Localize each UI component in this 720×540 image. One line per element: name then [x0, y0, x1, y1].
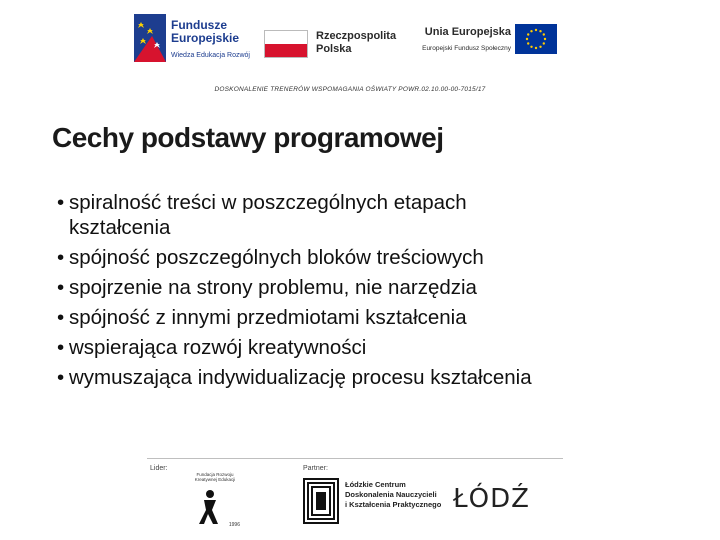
bullet-text-continued: kształcenia	[69, 216, 171, 239]
footer-divider	[147, 458, 563, 459]
eu-flag-icon	[515, 24, 557, 54]
leader-logo-year: 1996	[228, 522, 240, 528]
leader-logo	[190, 472, 240, 528]
leader-logo-text: Fundacja Rozwoju Kreatywnej Edukacji	[194, 472, 236, 482]
bullet-item	[57, 245, 707, 270]
slide-title: Cechy podstawy programowej	[52, 122, 444, 153]
fe-logo-sub: Wiedza Edukacja Rozwój	[171, 52, 250, 59]
bullet-text: spójność z innymi przedmiotami kształcenia	[69, 306, 467, 329]
logo-strip	[0, 0, 720, 93]
fundusze-europejskie-mark-icon	[134, 14, 166, 62]
eu-star	[539, 46, 541, 48]
fundusze-europejskie-logo	[134, 14, 250, 66]
eu-star	[527, 42, 529, 44]
concentric-squares-logo-icon	[303, 478, 339, 524]
leader-label: Lider:	[150, 465, 168, 472]
walking-figure-logo-icon	[198, 490, 222, 526]
bullet-list	[57, 190, 707, 395]
fe-logo-line1: Fundusze	[171, 18, 227, 32]
bullet-item	[57, 305, 707, 330]
pl-logo-line1: Rzeczpospolita	[316, 30, 397, 42]
ue-logo-sub: Europejski Fundusz Społeczny	[422, 45, 511, 52]
bullet-text: wspierająca rozwój kreatywności	[69, 336, 367, 359]
ue-logo-title: Unia Europejska	[424, 26, 511, 38]
lodz-city-logo-icon: ŁÓDŹ	[453, 484, 530, 514]
eu-star	[526, 38, 528, 40]
eu-star	[530, 46, 532, 48]
rzeczpospolita-polska-logo	[264, 22, 397, 64]
eu-star	[539, 30, 541, 32]
eu-star	[527, 33, 529, 35]
eu-star	[530, 30, 532, 32]
bullet-text: spiralność treści w poszczególnych etapach	[69, 191, 467, 214]
partner-logo-text	[345, 480, 441, 510]
eu-star	[535, 29, 537, 31]
bullet-text: spójność poszczególnych bloków treściowych	[69, 246, 484, 269]
eu-star	[543, 42, 545, 44]
polish-flag-icon	[264, 30, 308, 58]
fe-logo-text	[171, 19, 239, 45]
bullet-text: spojrzenie na strony problemu, nie narzędzia	[69, 276, 477, 299]
partner-logo-line2: Doskonalenia Nauczycieli	[345, 490, 437, 499]
partner-logo-line3: i Kształcenia Praktycznego	[345, 500, 442, 509]
eu-star	[543, 33, 545, 35]
fe-logo-line2: Europejskie	[171, 31, 240, 45]
bullet-item	[57, 365, 707, 390]
partner-logo-line1: Łódzkie Centrum	[345, 480, 406, 489]
eu-star	[535, 47, 537, 49]
pl-logo-text	[316, 30, 396, 56]
bullet-item	[57, 190, 707, 240]
unia-europejska-logo	[412, 20, 557, 66]
eu-star	[544, 38, 546, 40]
partner-label: Partner:	[303, 465, 328, 472]
bullet-text: wymuszająca indywidualizację procesu kształcenia	[69, 366, 532, 389]
pl-logo-line2: Polska	[316, 43, 352, 55]
bullet-item	[57, 335, 707, 360]
bullet-item	[57, 275, 707, 300]
project-line: DOSKONALENIE TRENERÓW WSPOMAGANIA OŚWIATY POWR.02.10.00-00-7015/17	[214, 86, 486, 93]
